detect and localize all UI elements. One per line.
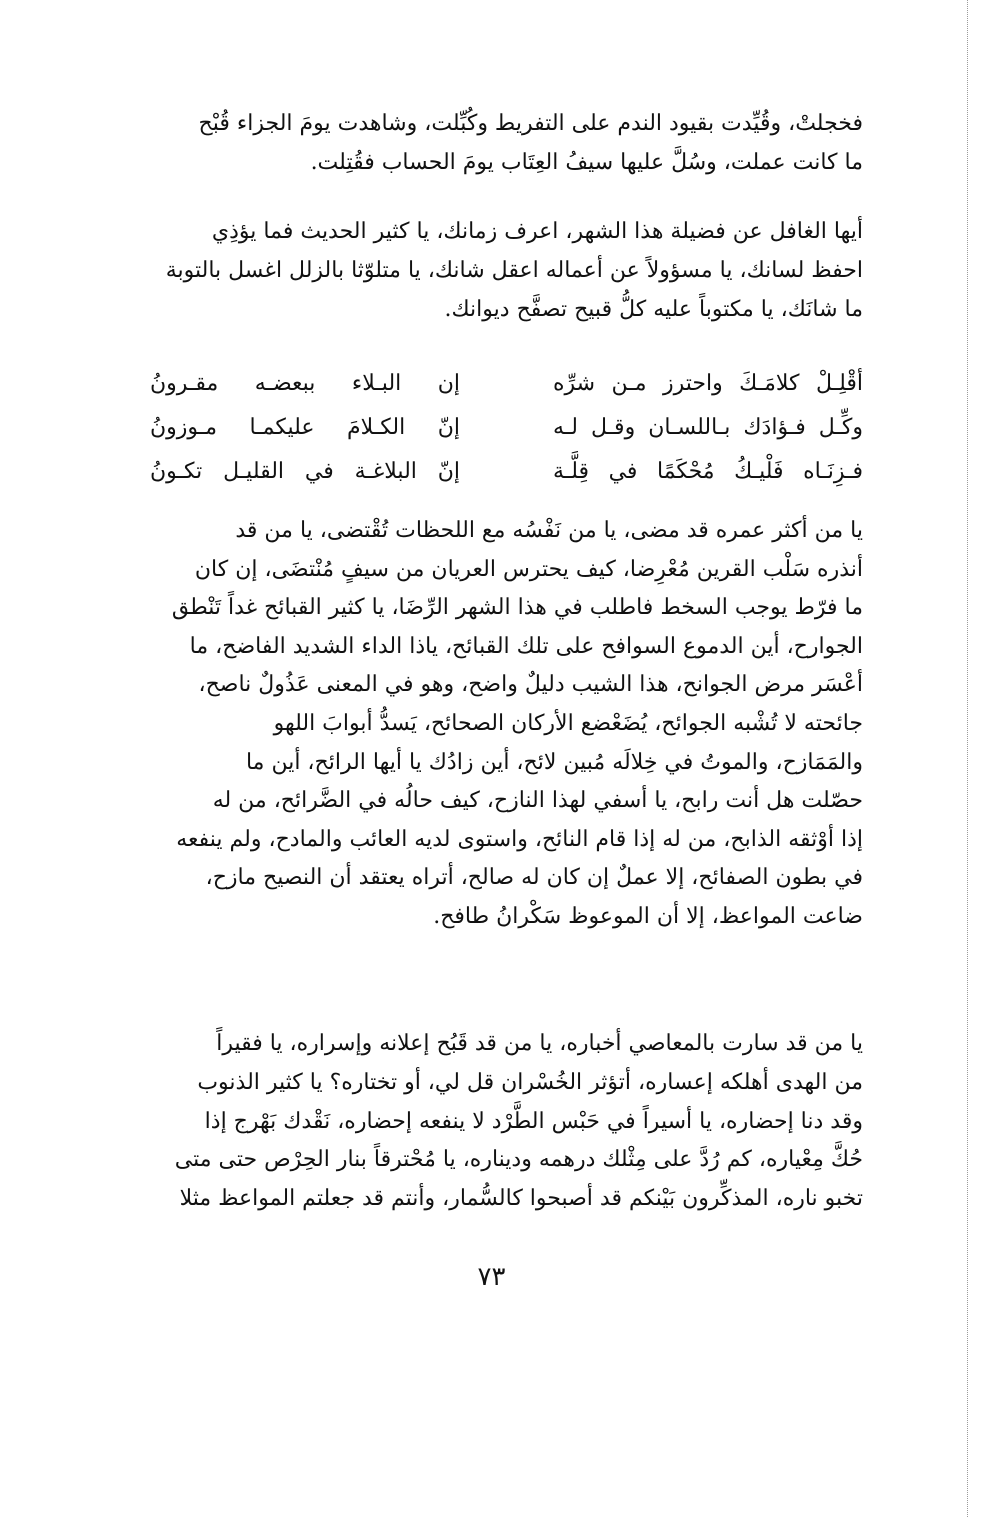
- text-line: يا من قد سارت بالمعاصي أخباره، يا من قد قَبُح إعلانه وإسراره، يا فقيراً: [216, 1031, 863, 1056]
- verse-second-hemistich: إنّ الكـلامَ عليكمـا مـوزونُ: [150, 415, 460, 440]
- text-line: فخجلتْ، وقُيِّدت بقيود الندم على التفريط وكُبِّلت، وشاهدت يومَ الجزاء قُبْح: [198, 111, 863, 136]
- paragraph-4: [160, 1025, 863, 1219]
- text-line: الجوارح، أين الدموع السوافح على تلك القبائح، ياذا الداء الشديد الفاضح، ما: [189, 633, 863, 659]
- page-number: ٧٣: [477, 1262, 506, 1292]
- text-line: ضاعت المواعظ، إلا أن الموعوظ سَكْرانُ طافح.: [433, 903, 863, 929]
- text-line: ما فرّط يوجب السخط فاطلب في هذا الشهر الرِّضَا، يا كثير القبائح غداً تَنْطق: [171, 595, 863, 621]
- verse-3: [150, 450, 863, 494]
- text-line: أعْسَر مرض الجوانح، هذا الشيب دليلٌ واضح، وهو في المعنى عَذُولٌ ناصح،: [198, 672, 863, 698]
- verse-1: [150, 362, 863, 406]
- text-line: أنذره سَلْب القرين مُعْرِضا، كيف يحترس العريان من سيفٍ مُنْتضَى، إن كان: [194, 556, 863, 582]
- text-line: ما كانت عملت، وسُلَّ عليها سيفُ العِتَاب يومَ الحساب فقُتِلت.: [310, 150, 863, 175]
- verse-first-hemistich: وكِّـل فـؤادَك بـاللسـان وقـل لـه: [553, 415, 863, 440]
- text-line: يا من أكثر عمره قد مضى، يا من نَفْسُه مع اللحظات تُقْتضى، يا من قد: [235, 518, 863, 543]
- paragraph-1: [160, 104, 863, 182]
- text-line: من الهدى أهلكه إعساره، أتؤثر الخُسْران قل لي، أو تختاره؟ يا كثير الذنوب: [197, 1069, 863, 1095]
- verse-2: [150, 406, 863, 450]
- text-line: ما شانَك، يا مكتوباً عليه كلُّ قبيح تصفَّح ديوانك.: [444, 297, 863, 322]
- text-line: والمَمَازح، والموتُ في خِلالَه مُبين لائح، أين زادُك يا أيها الرائح، أين ما: [245, 749, 863, 775]
- paragraph-2: [160, 212, 863, 329]
- paragraph-3: [160, 512, 863, 937]
- text-line: إذا أوْثقه الذابح، من له إذا قام النائح، واستوى لديه العائب والمادح، ولم ينفعه: [176, 826, 863, 852]
- text-line: جائحته لا تُشْبه الجوائح، يُضَعْضع الأركان الصحائح، يَسدُّ أبوابَ اللهو: [273, 710, 863, 736]
- text-line: أيها الغافل عن فضيلة هذا الشهر، اعرف زمانك، يا كثير الحديث فما يؤذِي: [211, 219, 863, 244]
- text-line: وقد دنا إحضاره، يا أسيراً في حَبْس الطَّرْد لا ينفعه إحضاره، نَقْدك بَهْرج إذا: [204, 1108, 863, 1134]
- text-line: تخبو ناره، المذكِّرون بَيْنكم قد أصبحوا كالسُّمار، وأنتم قد جعلتم المواعظ مثلا: [179, 1186, 863, 1212]
- verse-first-hemistich: فـزِنَـاه فَلْيـكُ مُحْكَمًا في قِلَّـة: [553, 459, 863, 484]
- text-line: حُكَّ مِعْياره، كم رُدَّ على مِثْلك درهمه وديناره، يا مُحْترقاً بنار الحِرْص حتى متى: [174, 1147, 863, 1173]
- poem-verses: [150, 362, 863, 494]
- verse-first-hemistich: أقْلِـلْ كلامَـكَ واحترز مـن شرِّه: [553, 371, 863, 396]
- text-line: حصّلت هل أنت رابح، يا أسفي لهذا النازح، كيف حالُه في الضَّرائح، من له: [212, 788, 863, 814]
- verse-second-hemistich: إن البـلاء ببعضـه مقـرونُ: [150, 371, 460, 396]
- text-line: احفظ لسانك، يا مسؤولاً عن أعماله اعقل شانك، يا متلوّثا بالزلل اغسل بالتوبة: [165, 258, 863, 283]
- text-line: في بطون الصفائح، إلا عملٌ إن كان له صالح، أتراه يعتقد أن النصيح مازح،: [205, 865, 863, 891]
- verse-second-hemistich: إنّ البلاغـة في القليـل تكـونُ: [150, 459, 460, 484]
